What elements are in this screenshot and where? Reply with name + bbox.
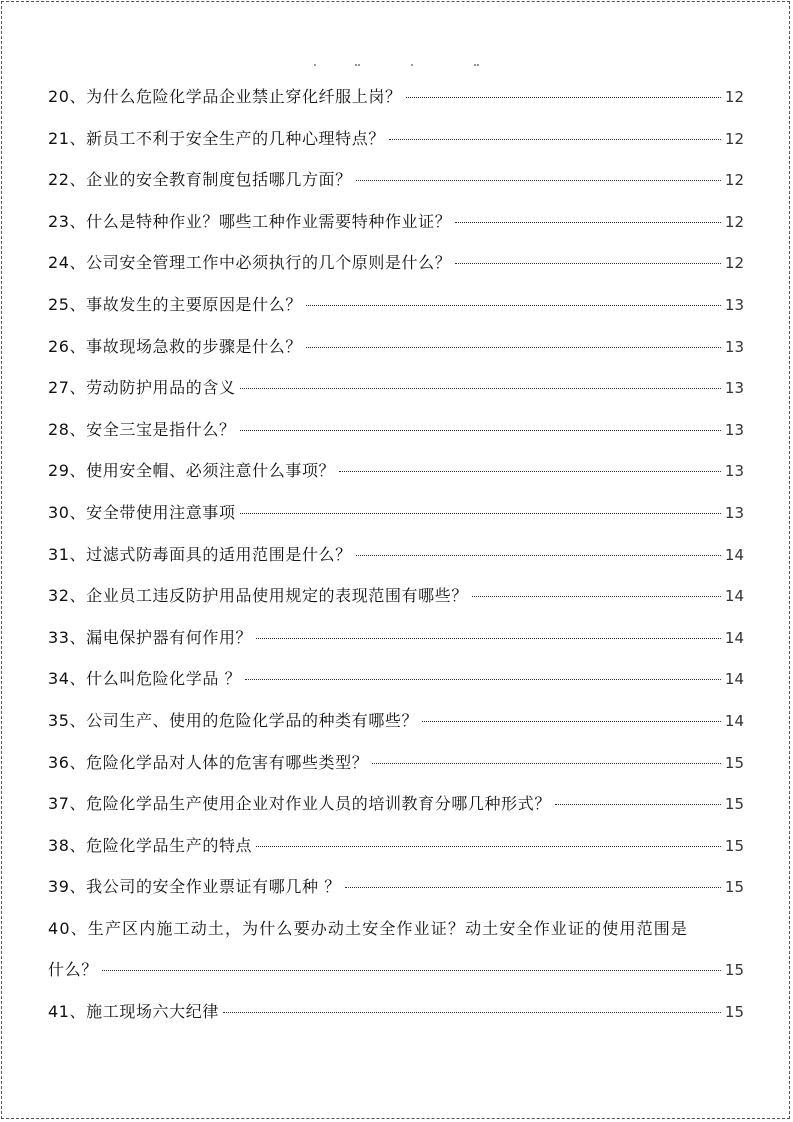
dot-leader bbox=[422, 721, 721, 722]
toc-page-number: 15 bbox=[724, 836, 744, 855]
toc-entry-title: 31、过滤式防毒面具的适用范围是什么？ bbox=[48, 544, 352, 564]
toc-entry[interactable] bbox=[48, 201, 744, 243]
toc-entry-line-2[interactable] bbox=[48, 949, 744, 991]
header-mark bbox=[411, 64, 413, 66]
dot-leader bbox=[389, 139, 721, 140]
dot-leader bbox=[245, 679, 721, 680]
toc-entry[interactable] bbox=[48, 617, 744, 659]
toc-entry-title: 22、企业的安全教育制度包括哪几方面？ bbox=[48, 170, 352, 190]
toc-entry[interactable] bbox=[48, 575, 744, 617]
toc-entry[interactable] bbox=[48, 991, 744, 1033]
toc-page-number: 12 bbox=[724, 171, 744, 190]
toc-entry-title: 21、新员工不利于安全生产的几种心理特点？ bbox=[48, 128, 385, 148]
toc-entry[interactable] bbox=[48, 242, 744, 284]
dot-leader bbox=[240, 430, 721, 431]
toc-entry-title: 40、生产区内施工动土，为什么要办动土安全作业证？动土安全作业证的使用范围是 bbox=[48, 918, 689, 938]
dot-leader bbox=[472, 596, 721, 597]
toc-entry-title: 20、为什么危险化学品企业禁止穿化纤服上岗？ bbox=[48, 87, 402, 106]
toc-page-number: 14 bbox=[724, 670, 744, 689]
toc-page-number: 13 bbox=[724, 379, 744, 398]
toc-entry-title: 37、危险化学品生产使用企业对作业人员的培训教育分哪几种形式？ bbox=[48, 794, 551, 814]
toc-entry[interactable] bbox=[48, 159, 744, 201]
dot-leader bbox=[256, 638, 721, 639]
toc-entry-title: 23、什么是特种作业？哪些工种作业需要特种作业证？ bbox=[48, 211, 452, 231]
toc-entry-title: 32、企业员工违反防护用品使用规定的表现范围有哪些？ bbox=[48, 586, 468, 606]
toc-entry-line-1[interactable] bbox=[48, 908, 744, 950]
toc-page-number: 14 bbox=[724, 587, 744, 606]
dot-leader bbox=[356, 555, 721, 556]
dot-leader bbox=[555, 804, 721, 805]
dot-leader bbox=[306, 305, 721, 306]
toc-entry-title: 什么？ bbox=[48, 960, 98, 980]
toc-entry[interactable] bbox=[48, 118, 744, 160]
toc-page-number: 12 bbox=[724, 212, 744, 231]
toc-entry[interactable] bbox=[48, 700, 744, 742]
dot-leader bbox=[256, 846, 721, 847]
toc-entry-title: 26、事故现场急救的步骤是什么？ bbox=[48, 336, 302, 356]
toc-page-number: 14 bbox=[724, 711, 744, 730]
header-marks bbox=[0, 64, 793, 70]
toc-page-number: 15 bbox=[724, 878, 744, 897]
dot-leader bbox=[306, 347, 721, 348]
toc-page-number: 12 bbox=[724, 254, 744, 273]
toc-page-number: 13 bbox=[724, 295, 744, 314]
dot-leader bbox=[240, 513, 721, 514]
dot-leader bbox=[372, 763, 721, 764]
toc-entry[interactable] bbox=[48, 866, 744, 908]
toc-page-number: 12 bbox=[724, 129, 744, 148]
toc-entry[interactable] bbox=[48, 742, 744, 784]
toc-page-number: 13 bbox=[724, 337, 744, 356]
dot-leader bbox=[455, 263, 721, 264]
header-mark bbox=[314, 64, 316, 66]
toc-entry-title: 24、公司安全管理工作中必须执行的几个原则是什么？ bbox=[48, 253, 452, 273]
toc-entry[interactable] bbox=[48, 825, 744, 867]
toc-page-number: 14 bbox=[724, 545, 744, 564]
toc-entry-title: 28、安全三宝是指什么？ bbox=[48, 419, 236, 439]
dot-leader bbox=[356, 180, 721, 181]
toc-page-number: 14 bbox=[724, 628, 744, 647]
toc-entry-title: 39、我公司的安全作业票证有哪几种 ？ bbox=[48, 877, 341, 897]
toc-entry-title: 35、公司生产、使用的危险化学品的种类有哪些？ bbox=[48, 710, 419, 730]
toc-entry-title: 36、危险化学品对人体的危害有哪些类型？ bbox=[48, 752, 369, 772]
toc-entry[interactable] bbox=[48, 534, 744, 576]
toc-page-number: 13 bbox=[724, 503, 744, 522]
toc-entry-title: 34、什么叫危险化学品 ？ bbox=[48, 669, 242, 689]
toc-entry[interactable] bbox=[48, 367, 744, 409]
toc-entry-title: 27、劳动防护用品的含义 bbox=[48, 378, 236, 398]
toc-page-number: 15 bbox=[724, 795, 744, 814]
toc-entry-title: 38、危险化学品生产的特点 bbox=[48, 835, 253, 855]
toc-entry-title: 33、漏电保护器有何作用？ bbox=[48, 627, 253, 647]
toc-entry-title: 41、施工现场六大纪律 bbox=[48, 1002, 219, 1022]
toc-entry-title: 29、使用安全帽、必须注意什么事项？ bbox=[48, 461, 336, 481]
header-mark bbox=[358, 64, 360, 66]
dot-leader bbox=[223, 1012, 721, 1013]
toc-entry[interactable] bbox=[48, 409, 744, 451]
toc-page-number: 12 bbox=[724, 88, 744, 106]
dot-leader bbox=[406, 97, 721, 98]
toc-entry[interactable] bbox=[48, 450, 744, 492]
toc-entry-title: 25、事故发生的主要原因是什么？ bbox=[48, 294, 302, 314]
dot-leader bbox=[339, 471, 721, 472]
toc-page-number: 15 bbox=[724, 1003, 744, 1022]
toc-page-number: 13 bbox=[724, 462, 744, 481]
header-mark bbox=[477, 64, 479, 66]
toc-entry[interactable] bbox=[48, 783, 744, 825]
dot-leader bbox=[102, 970, 721, 971]
toc-entry[interactable] bbox=[48, 284, 744, 326]
header-mark bbox=[355, 64, 357, 66]
table-of-contents bbox=[48, 76, 744, 1033]
toc-entry[interactable] bbox=[48, 492, 744, 534]
toc-page-number: 15 bbox=[724, 753, 744, 772]
toc-page-number: 15 bbox=[724, 961, 744, 980]
dot-leader bbox=[345, 887, 721, 888]
dot-leader bbox=[240, 388, 721, 389]
toc-entry[interactable] bbox=[48, 658, 744, 700]
toc-entry-title: 30、安全带使用注意事项 bbox=[48, 502, 236, 522]
toc-page-number: 13 bbox=[724, 420, 744, 439]
toc-entry[interactable] bbox=[48, 326, 744, 368]
dot-leader bbox=[455, 222, 721, 223]
toc-entry[interactable] bbox=[48, 76, 744, 118]
header-mark bbox=[474, 64, 476, 66]
